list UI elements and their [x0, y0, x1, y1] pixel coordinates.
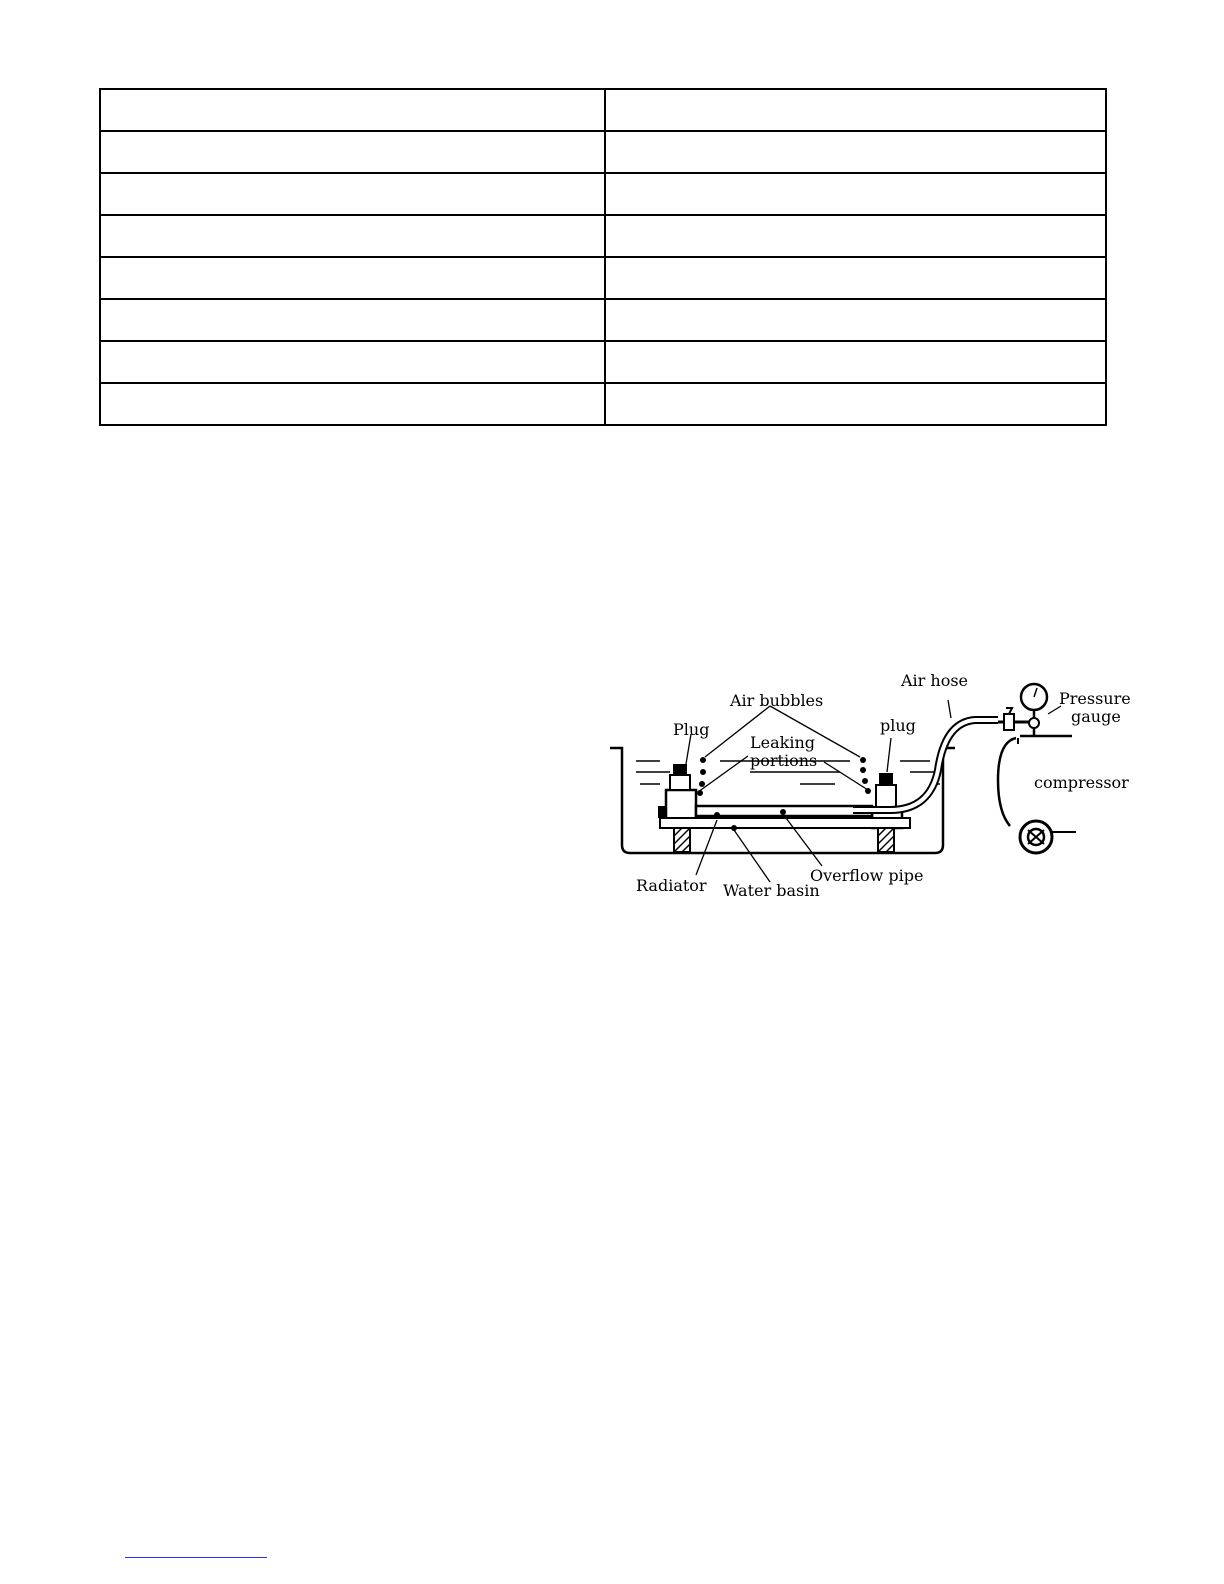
table-cell — [100, 299, 605, 341]
table-cell — [100, 257, 605, 299]
table-cell — [100, 173, 605, 215]
label-water-basin: Water basin — [723, 881, 820, 900]
table-row — [100, 299, 1106, 341]
table-row — [100, 383, 1106, 425]
table-cell — [605, 131, 1106, 173]
blank-table — [99, 88, 1107, 426]
label-gauge: gauge — [1071, 707, 1121, 726]
radiator-leak-test-diagram — [600, 660, 1145, 905]
table-cell — [605, 215, 1106, 257]
compressor — [998, 736, 1076, 853]
label-compressor: compressor — [1034, 773, 1129, 792]
table-cell — [605, 341, 1106, 383]
footer-link-rule — [125, 1557, 267, 1558]
table-cell — [605, 299, 1106, 341]
table-row — [100, 341, 1106, 383]
table-cell — [100, 215, 605, 257]
label-plug-right: plug — [880, 716, 916, 735]
label-portions: portions — [750, 751, 818, 770]
table-row — [100, 257, 1106, 299]
table-cell — [100, 131, 605, 173]
table-row — [100, 173, 1106, 215]
label-pressure: Pressure — [1059, 689, 1131, 708]
table-cell — [605, 383, 1106, 425]
table-cell — [605, 173, 1106, 215]
plug-right — [876, 773, 896, 810]
label-plug-left: Plug — [673, 720, 710, 739]
table-cell — [605, 257, 1106, 299]
label-air-hose: Air hose — [901, 671, 969, 690]
label-radiator: Radiator — [636, 876, 707, 895]
label-air-bubbles: Air bubbles — [730, 691, 824, 710]
table-cell — [100, 89, 605, 131]
table-row — [100, 131, 1106, 173]
label-leaking: Leaking — [750, 733, 815, 752]
table-cell — [605, 89, 1106, 131]
table-row — [100, 215, 1106, 257]
plug-left — [670, 764, 690, 790]
label-overflow-pipe: Overflow pipe — [810, 866, 924, 885]
pressure-gauge — [998, 684, 1047, 736]
table-cell — [100, 341, 605, 383]
supports — [674, 828, 894, 852]
table-row — [100, 89, 1106, 131]
table-cell — [100, 383, 605, 425]
